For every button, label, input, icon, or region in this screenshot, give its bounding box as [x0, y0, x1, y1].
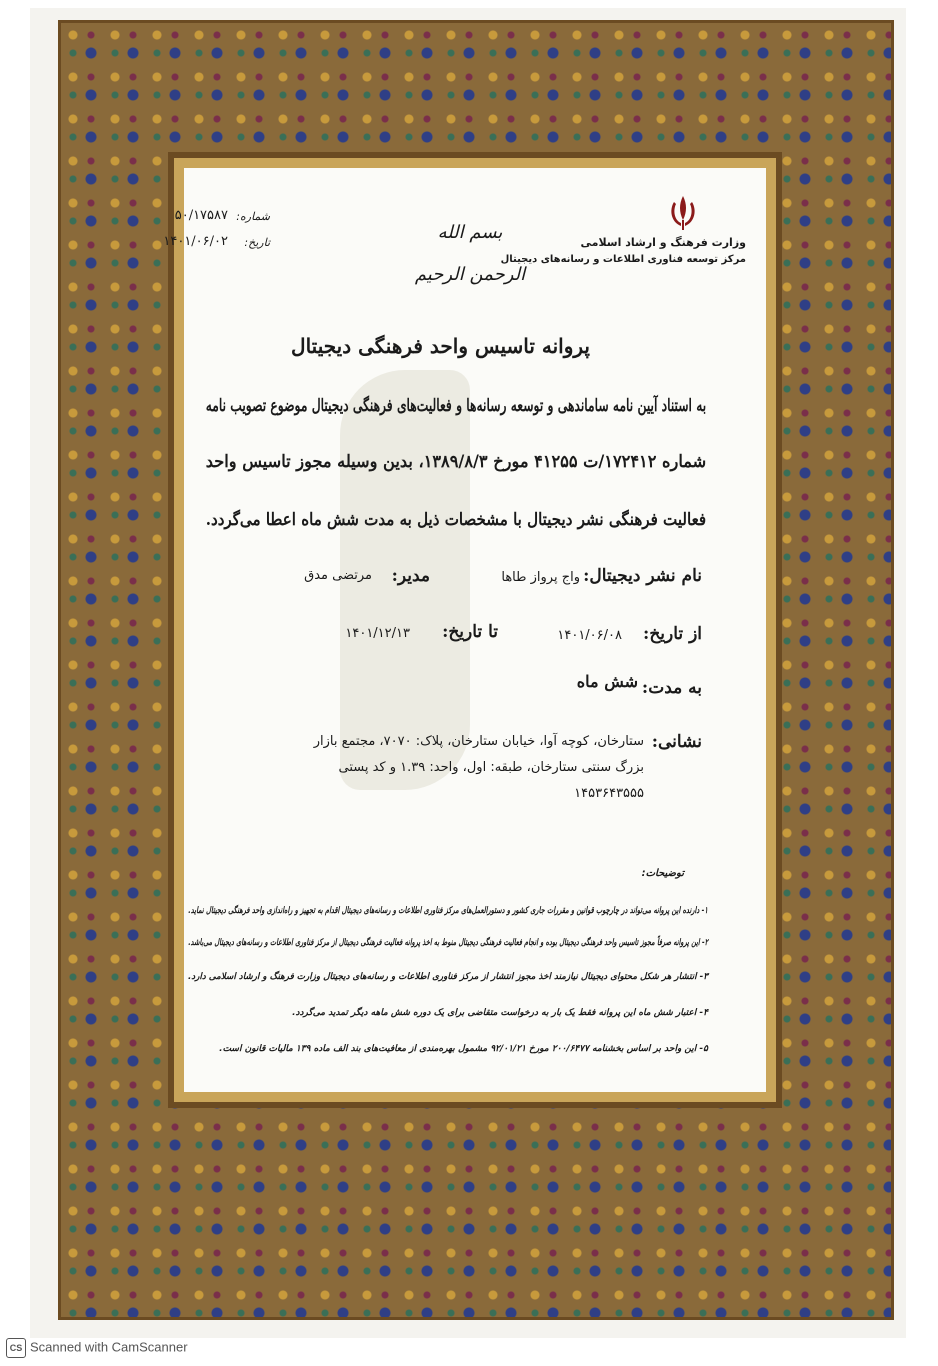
duration-label: به مدت: — [641, 678, 702, 698]
publisher-name-value: واج پرواز طاها — [501, 570, 580, 585]
address-label: نشانی: — [651, 732, 702, 752]
date-label: تاریخ: — [244, 236, 270, 249]
address-line-1: ستارخان، کوچه آوا، خیابان ستارخان، پلاک: ۷۰۷۰، مجتمع بازار — [313, 734, 644, 749]
certificate-title: پروانه تاسیس واحد فرهنگی دیجیتال — [291, 334, 590, 358]
body-line-2: شماره ۱۷۲۴۱۲/ت ۴۱۲۵۵ مورخ ۱۳۸۹/۸/۳، بدین وسیله مجوز تاسیس واحد — [205, 452, 706, 472]
to-date-label: تا تاریخ: — [442, 622, 498, 642]
scanner-watermark — [6, 1338, 188, 1358]
address-line-3: ۱۴۵۳۶۴۳۵۵۵ — [574, 786, 644, 801]
date-value: ۱۴۰۱/۰۶/۰۲ — [163, 234, 228, 249]
body-line-3: فعالیت فرهنگی نشر دیجیتال با مشخصات ذیل به مدت شش ماه اعطا می‌گردد. — [205, 510, 706, 530]
center-name: مرکز توسعه فناوری اطلاعات و رسانه‌های دیجیتال — [500, 254, 746, 265]
body-line-1: به استناد آیین نامه ساماندهی و توسعه رسانه‌ها و فعالیت‌های فرهنگی دیجیتال موضوع تصویب نامه — [205, 396, 706, 416]
manager-label: مدیر: — [391, 566, 430, 586]
note-item: ۲- این پروانه صرفاً مجوز تاسیس واحد فرهنگی دیجیتال بوده و انجام فعالیت فرهنگی دیجیتال منوط به اخذ پروانه فعالیت فرهنگی دیجیتال از مرکز فناوری اطلاعات و رسانه‌های دیجیتال می‌باشد. — [188, 938, 708, 948]
from-date-label: از تاریخ: — [643, 624, 702, 644]
notes-heading: توضیحات: — [641, 868, 684, 879]
manager-value: مرتضی مدق — [304, 568, 372, 583]
iran-emblem-icon — [666, 194, 700, 232]
from-date-value: ۱۴۰۱/۰۶/۰۸ — [557, 628, 622, 643]
scanner-text: Scanned with CamScanner — [30, 1339, 188, 1355]
publisher-name-label: نام نشر دیجیتال: — [583, 566, 702, 586]
note-item: ۱- دارنده این پروانه می‌تواند در چارچوب قوانین و مقررات جاری کشور و دستورالعمل‌های مرکز فناوری اطلاعات و رسانه‌های دیجیتال اقدام به تجهیز و راه‌اندازی واحد فرهنگی دیجیتال نماید. — [188, 906, 708, 916]
note-item: ۴- اعتبار شش ماه این پروانه فقط یک بار به درخواست متقاضی برای یک دوره شش ماهه دیگر تمدید می‌گردد. — [292, 1008, 708, 1018]
basmala-calligraphy: بسم الله الرحمن الرحیم — [414, 222, 526, 285]
ministry-name: وزارت فرهنگ و ارشاد اسلامی — [580, 236, 746, 249]
address-line-2: بزرگ سنتی ستارخان، طبقه: اول، واحد: ۱.۳۹ و کد پستی — [338, 760, 644, 775]
number-value: ۵۰/۱۷۵۸۷ — [174, 208, 228, 223]
duration-value: شش ماه — [576, 672, 638, 691]
note-item: ۵- این واحد بر اساس بخشنامه ۲۰۰/۶۴۷۷ مورخ ۹۲/۰۱/۲۱ مشمول بهره‌مندی از معافیت‌های بند الف ماده ۱۳۹ مالیات قانون است. — [219, 1044, 708, 1054]
number-label: شماره: — [236, 210, 270, 223]
camscanner-logo-icon: CS — [6, 1338, 26, 1358]
note-item: ۳- انتشار هر شکل محتوای دیجیتال نیازمند اخذ مجوز انتشار از مرکز فناوری اطلاعات و رسانه‌های دیجیتال وزارت فرهنگ و ارشاد اسلامی دارد. — [188, 972, 708, 982]
to-date-value: ۱۴۰۱/۱۲/۱۳ — [345, 626, 410, 641]
